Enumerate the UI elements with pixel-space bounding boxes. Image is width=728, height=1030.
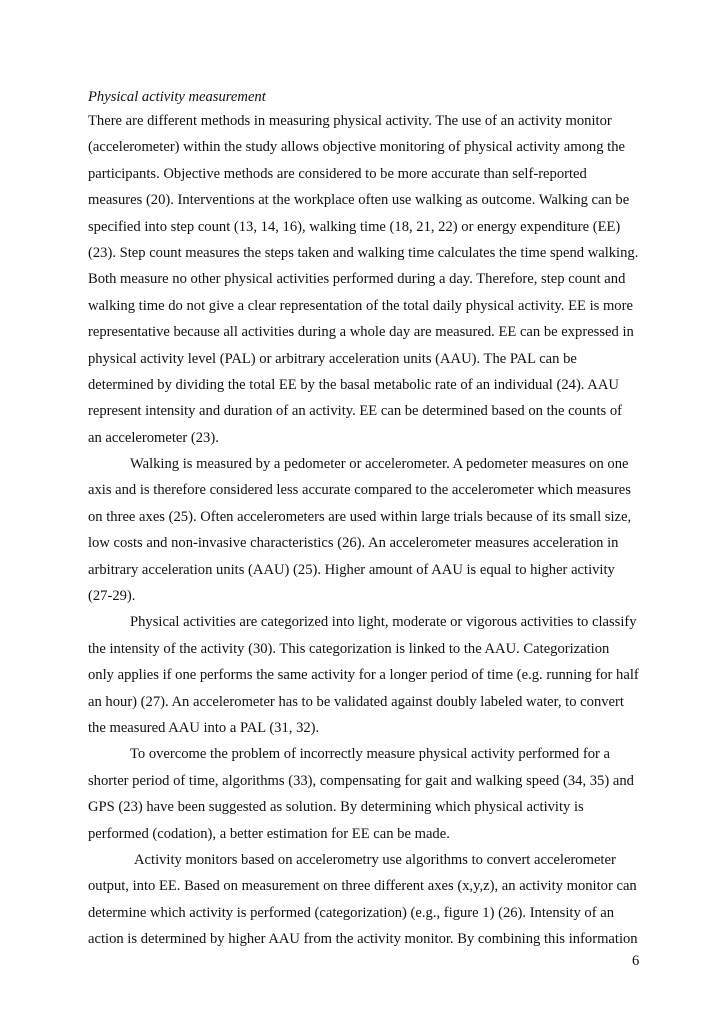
paragraph-start-line: Walking is measured by a pedometer or accelerometer. A pedometer measures on one [130,456,629,473]
text-line: an accelerometer (23). [88,429,219,446]
text-line: Both measure no other physical activities performed during a day. Therefore, step count and [88,271,626,288]
page-number: 6 [632,953,640,969]
text-line: representative because all activities during a whole day are measured. EE can be expressed in [88,324,634,341]
text-line: (23). Step count measures the steps taken and walking time calculates the time spend walking. [88,244,639,261]
text-line: on three axes (25). Often accelerometers are used within large trials because of its small size, [88,508,632,525]
text-line: (accelerometer) within the study allows objective monitoring of physical activity among the [88,139,625,156]
text-line: GPS (23) have been suggested as solution. By determining which physical activity is [88,799,584,816]
paragraph-start-line: Activity monitors based on accelerometry use algorithms to convert accelerometer [134,851,616,868]
text-line: participants. Objective methods are considered to be more accurate than self-reported [88,165,587,182]
text-line: specified into step count (13, 14, 16), walking time (18, 21, 22) or energy expenditure (EE) [88,218,621,235]
text-line: represent intensity and duration of an activity. EE can be determined based on the counts of [88,403,622,420]
paragraph-start-line: To overcome the problem of incorrectly measure physical activity performed for a [130,746,610,763]
section-heading: Physical activity measurement [88,89,266,105]
text-line: action is determined by higher AAU from the activity monitor. By combining this information [88,931,638,948]
text-line: physical activity level (PAL) or arbitrary acceleration units (AAU). The PAL can be [88,350,577,367]
text-line: arbitrary acceleration units (AAU) (25). Higher amount of AAU is equal to higher activity [88,561,615,578]
text-line: low costs and non-invasive characteristics (26). An accelerometer measures acceleration in [88,535,619,552]
text-line: measures (20). Interventions at the workplace often use walking as outcome. Walking can be [88,192,630,209]
text-line: shorter period of time, algorithms (33), compensating for gait and walking speed (34, 35) and [88,772,634,789]
text-line: (27-29). [88,588,136,605]
text-line: determine which activity is performed (categorization) (e.g., figure 1) (26). Intensity of an [88,904,614,921]
paragraph-start-line: Physical activities are categorized into light, moderate or vigorous activities to classify [130,614,637,631]
text-line: the intensity of the activity (30). This categorization is linked to the AAU. Categorization [88,640,610,657]
text-line: There are different methods in measuring physical activity. The use of an activity monitor [88,113,612,129]
text-line: performed (codation), a better estimation for EE can be made. [88,825,450,842]
body-text [88,108,648,953]
text-line: axis and is therefore considered less accurate compared to the accelerometer which measures [88,482,631,499]
text-line: output, into EE. Based on measurement on three different axes (x,y,z), an activity monitor can [88,878,637,895]
text-line: walking time do not give a clear representation of the total daily physical activity. EE is more [88,297,633,314]
text-line: determined by dividing the total EE by the basal metabolic rate of an individual (24). AAU [88,376,619,393]
text-line: the measured AAU into a PAL (31, 32). [88,719,320,736]
text-line: only applies if one performs the same activity for a longer period of time (e.g. running for half [88,667,639,684]
text-line: an hour) (27). An accelerometer has to be validated against doubly labeled water, to convert [88,693,624,710]
